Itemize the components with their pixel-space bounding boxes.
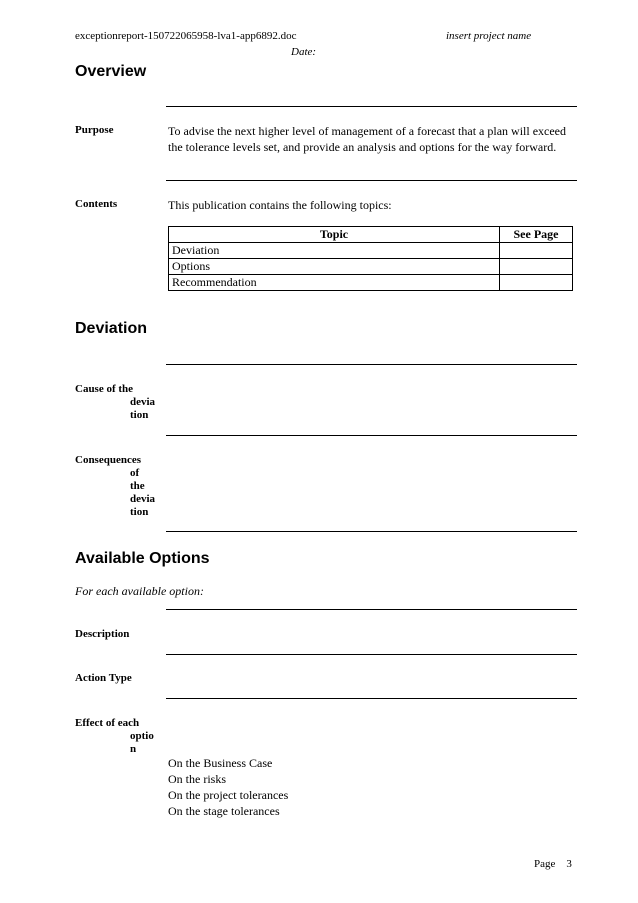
purpose-label: Purpose bbox=[75, 124, 114, 136]
header-date-label: Date: bbox=[291, 46, 317, 58]
table-header-see-page: See Page bbox=[500, 227, 573, 243]
effect-item: On the project tolerances bbox=[168, 788, 289, 802]
divider bbox=[166, 698, 577, 699]
table-cell-page bbox=[500, 259, 573, 275]
divider bbox=[166, 654, 577, 655]
consequences-label bbox=[75, 454, 155, 519]
consequences-label-line: the bbox=[130, 480, 145, 492]
page-label: Page bbox=[534, 858, 556, 870]
effect-item: On the Business Case bbox=[168, 756, 273, 770]
topics-table bbox=[168, 226, 573, 291]
section-title-overview: Overview bbox=[75, 63, 147, 80]
consequences-label-line: tion bbox=[130, 506, 149, 518]
consequences-label-line: devia bbox=[130, 493, 156, 505]
cause-label-line: Cause of the bbox=[75, 383, 134, 395]
consequences-label-line: of bbox=[130, 467, 140, 479]
page-number: 3 bbox=[566, 858, 572, 870]
table-row bbox=[169, 275, 573, 291]
header-project-name: insert project name bbox=[446, 30, 532, 42]
divider bbox=[166, 435, 577, 436]
page-footer bbox=[534, 858, 572, 870]
contents-label: Contents bbox=[75, 198, 118, 210]
divider bbox=[166, 364, 577, 365]
cause-label bbox=[75, 383, 155, 422]
header-filename: exceptionreport-150722065958-lva1-app6892.doc bbox=[75, 30, 297, 42]
table-cell-topic: Recommendation bbox=[169, 275, 500, 291]
divider bbox=[166, 106, 577, 107]
cause-label-line: devia bbox=[130, 396, 156, 408]
divider bbox=[166, 180, 577, 181]
table-header-topic: Topic bbox=[169, 227, 500, 243]
purpose-text: To advise the next higher level of management of a forecast that a plan will exceed the tolerance levels set, and provide an analysis and options for the way forward. bbox=[168, 124, 566, 154]
section-title-available-options: Available Options bbox=[75, 550, 210, 567]
effect-label bbox=[75, 717, 154, 756]
table-cell-topic: Options bbox=[169, 259, 500, 275]
divider bbox=[166, 531, 577, 532]
effect-label-line: Effect of each bbox=[75, 717, 140, 729]
table-cell-topic: Deviation bbox=[169, 243, 500, 259]
action-type-label: Action Type bbox=[75, 672, 132, 684]
effects-list bbox=[168, 755, 288, 819]
consequences-label-line: Consequences bbox=[75, 454, 142, 466]
section-title-deviation: Deviation bbox=[75, 320, 148, 337]
table-header-row bbox=[169, 227, 573, 243]
table-cell-page bbox=[500, 275, 573, 291]
effect-item: On the stage tolerances bbox=[168, 804, 280, 818]
effect-item: On the risks bbox=[168, 772, 226, 786]
contents-text: This publication contains the following topics: bbox=[168, 198, 392, 212]
cause-label-line: tion bbox=[130, 409, 149, 421]
table-cell-page bbox=[500, 243, 573, 259]
description-label: Description bbox=[75, 628, 130, 640]
table-row bbox=[169, 259, 573, 275]
divider bbox=[166, 609, 577, 610]
options-intro: For each available option: bbox=[75, 584, 204, 598]
effect-label-line: optio bbox=[130, 730, 154, 742]
table-row bbox=[169, 243, 573, 259]
effect-label-line: n bbox=[130, 743, 137, 755]
